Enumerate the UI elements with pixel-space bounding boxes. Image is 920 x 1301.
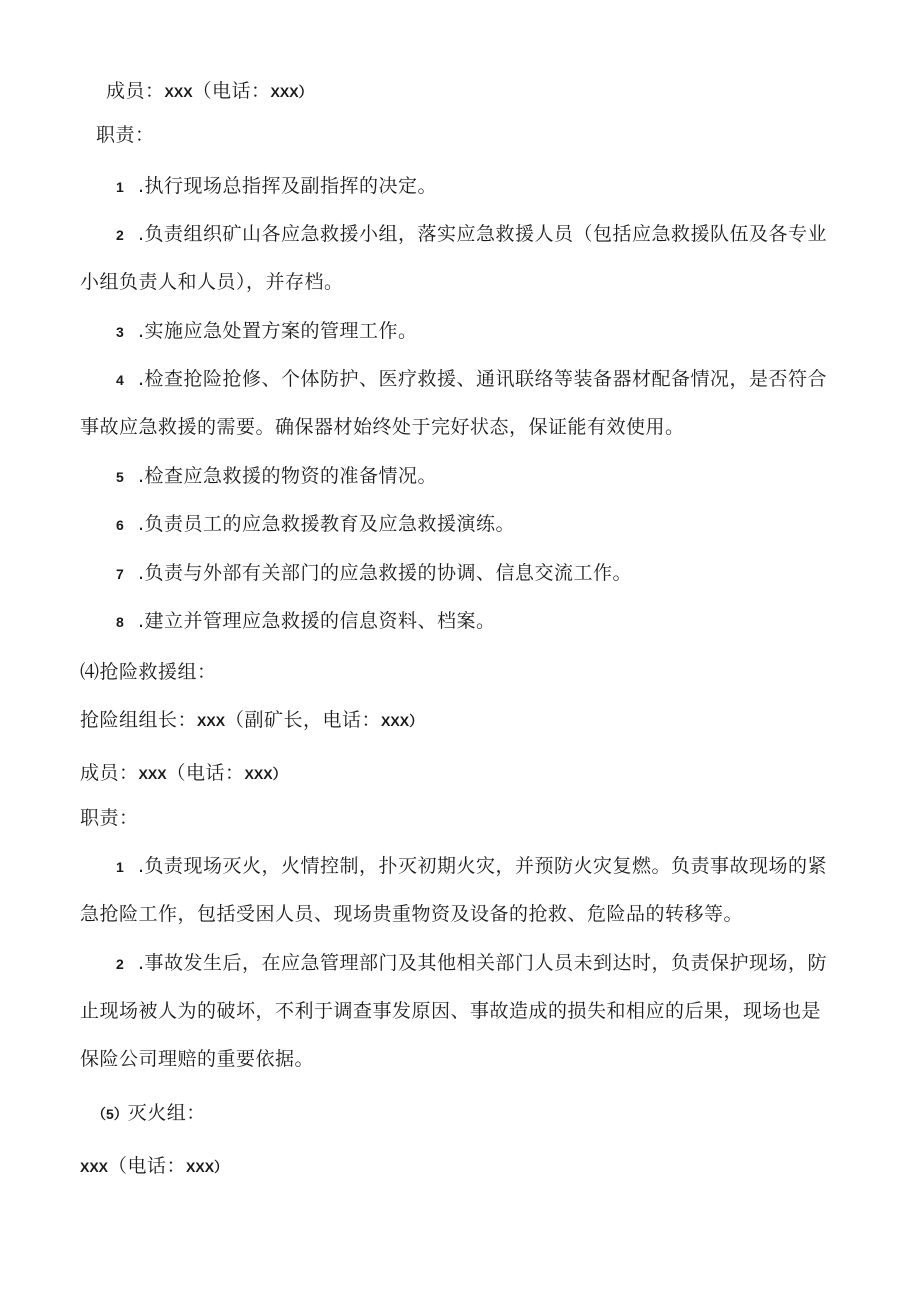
member-phone: XXX [244,766,273,782]
duty-item-continuation: 小组负责人和人员），并存档。 [80,271,344,293]
members-label: 成员： [106,80,165,102]
duties-heading: 职责： [96,124,155,146]
item-number: 6 [116,517,124,533]
item-text: .负责员工的应急救援教育及应急救援演练。 [138,513,516,535]
contact-name: XXX [80,1159,109,1175]
duty-item-continuation: 保险公司理赔的重要依据。 [80,1048,315,1070]
leader-line [80,707,860,734]
phone-label: （电话： [166,762,245,784]
item-number: 3 [116,324,124,340]
duty-item [116,318,896,345]
duty-item [116,560,896,587]
duty-item-continuation: 止现场被人为的破坏，不利于调查事发原因、事故造成的损失和相应的后果，现场也是 [80,1000,822,1022]
duty-item [116,511,896,538]
item-number: 1 [116,859,124,875]
section-title: ⑷抢险救援组： [80,661,217,683]
member-name: XXX [138,766,167,782]
section-text: 灭火组： [127,1102,206,1124]
duty-item [116,463,896,490]
item-number: 1 [116,179,124,195]
item-number: 2 [116,956,124,972]
item-text: .负责现场灭火，火情控制，扑灭初期火灾，并预防火灾复燃。负责事故现场的紧 [138,855,828,877]
duty-item-continuation: 急抢险工作，包括受困人员、现场贵重物资及设备的抢救、危险品的转移等。 [80,903,744,925]
member-phone: XXX [270,84,299,100]
leader-role: （副矿长，电话： [225,709,382,731]
item-number: 8 [116,614,124,630]
item-text: .建立并管理应急救援的信息资料、档案。 [138,610,496,632]
duty-item [116,950,896,977]
members-line [80,760,860,787]
section-title [92,1100,872,1127]
leader-label: 抢险组组长： [80,709,198,731]
close-paren: ） [272,766,287,782]
close-paren: ） [409,713,424,729]
item-text: .负责与外部有关部门的应急救援的协调、信息交流工作。 [138,562,633,584]
duty-item [116,221,896,248]
duty-item [116,608,896,635]
item-text: .实施应急处置方案的管理工作。 [138,320,418,342]
leader-name: XXX [197,713,226,729]
members-line [106,78,886,105]
contact-phone: XXX [186,1159,215,1175]
item-number: 4 [116,372,124,388]
duty-item [116,366,896,393]
leader-phone: XXX [381,713,410,729]
close-paren: ） [214,1159,229,1175]
section-number: （5） [92,1106,128,1122]
item-text: .检查抢险抢修、个体防护、医疗救援、通讯联络等装备器材配备情况，是否符合 [138,368,828,390]
phone-label: （电话： [192,80,271,102]
contact-line [80,1153,860,1180]
item-text: .检查应急救援的物资的准备情况。 [138,465,438,487]
close-paren: ） [298,84,313,100]
members-label: 成员： [80,762,139,784]
item-number: 5 [116,469,124,485]
duties-heading: 职责： [80,807,139,829]
item-text: .执行现场总指挥及副指挥的决定。 [138,175,438,197]
phone-label: （电话： [108,1155,187,1177]
item-text: .事故发生后，在应急管理部门及其他相关部门人员未到达时，负责保护现场，防 [138,952,828,974]
item-number: 7 [116,566,124,582]
duty-item [116,173,896,200]
item-number: 2 [116,227,124,243]
duty-item-continuation: 事故应急救援的需要。确保器材始终处于完好状态，保证能有效使用。 [80,416,685,438]
member-name: XXX [164,84,193,100]
duty-item [116,853,896,880]
item-text: .负责组织矿山各应急救援小组，落实应急救援人员（包括应急救援队伍及各专业 [138,223,828,245]
